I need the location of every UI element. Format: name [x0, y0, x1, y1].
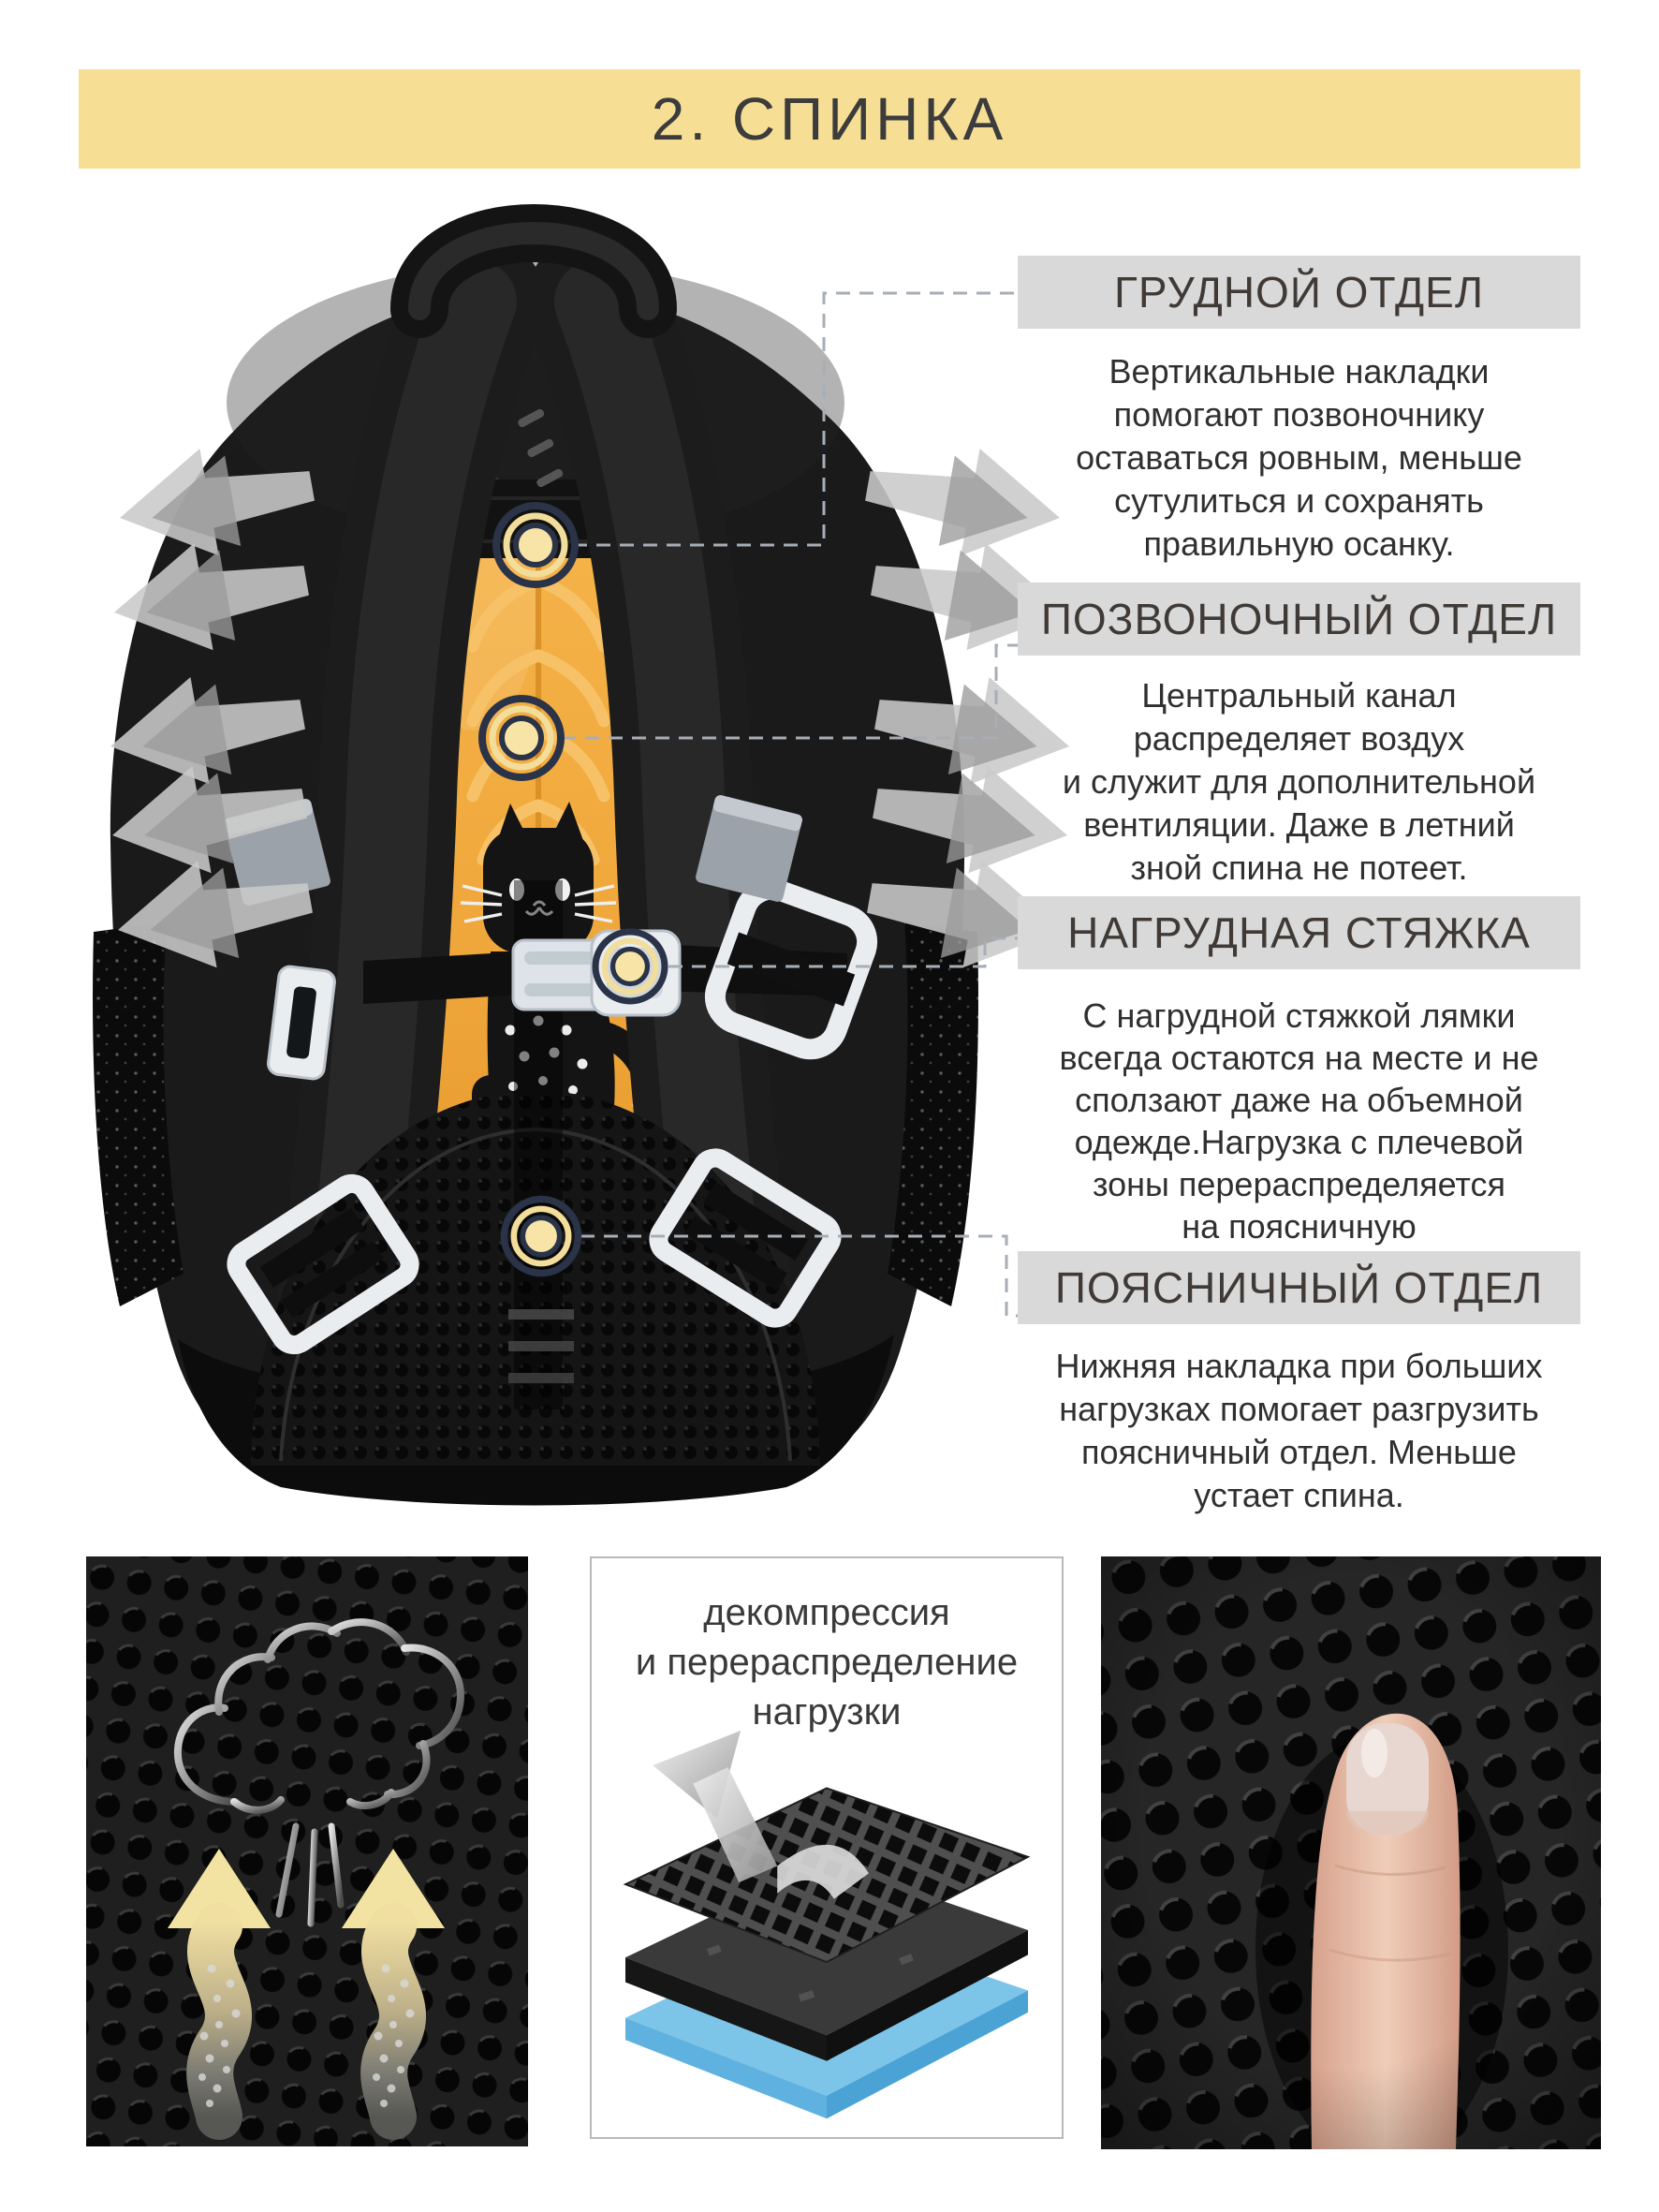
text-line: поясничный отдел. Меньше — [1081, 1433, 1517, 1471]
text-line: устает спина. — [1194, 1476, 1404, 1514]
decompression-panel — [590, 1556, 1064, 2139]
text-line: одежде.Нагрузка с плечевой — [1074, 1123, 1524, 1161]
text-line: правильную осанку. — [1143, 524, 1455, 563]
text-line: зной спина не потеет. — [1130, 848, 1468, 887]
section-title: ПОЯСНИЧНЫЙ ОТДЕЛ — [1054, 1263, 1544, 1312]
section-header-chest-strap — [1018, 896, 1580, 969]
text-line: нагрузках помогает разгрузить — [1059, 1390, 1539, 1428]
text-line: сползают даже на объемной — [1075, 1081, 1523, 1119]
text-line: С нагрудной стяжкой лямки — [1082, 996, 1516, 1035]
caption-line: нагрузки — [752, 1691, 902, 1733]
text-line: оставаться ровным, меньше — [1076, 438, 1522, 477]
text-line: всегда остаются на месте и не — [1059, 1039, 1539, 1077]
section-header-lumbar — [1018, 1251, 1580, 1324]
section-title: НАГРУДНАЯ СТЯЖКА — [1067, 908, 1531, 957]
section-title: ГРУДНОЙ ОТДЕЛ — [1113, 268, 1485, 317]
page-title: 2. СПИНКА — [651, 85, 1008, 153]
grommet-marker-4 — [505, 1200, 579, 1274]
section-header-spine — [1018, 582, 1580, 656]
caption-line: декомпрессия — [703, 1592, 950, 1633]
section-text-spine — [1018, 674, 1580, 890]
section-text-lumbar — [1018, 1345, 1580, 1517]
text-line: Центральный канал — [1141, 676, 1457, 715]
text-line: зоны перераспределяется — [1093, 1165, 1505, 1203]
section-title: ПОЗВОНОЧНЫЙ ОТДЕЛ — [1040, 595, 1558, 643]
text-line: и служит для дополнительной — [1062, 762, 1536, 801]
text-line: на поясничную — [1182, 1207, 1417, 1246]
section-text-chest-strap — [1018, 995, 1580, 1247]
section-text-chest — [1018, 350, 1580, 566]
text-line: распределяет воздух — [1133, 719, 1465, 758]
ventilation-photo — [86, 1556, 528, 2146]
grommet-marker-3 — [595, 932, 665, 1001]
grommet-marker-1 — [496, 506, 575, 584]
text-line: сутулиться и сохранять — [1114, 481, 1484, 520]
decompression-caption — [592, 1588, 1062, 1737]
section-header-chest — [1018, 256, 1580, 329]
layers-diagram — [594, 1727, 1060, 2130]
strap-slider-left — [267, 966, 336, 1080]
grommet-marker-2 — [482, 699, 561, 777]
text-line: Нижняя накладка при больших — [1055, 1347, 1543, 1385]
text-line: помогают позвоночнику — [1113, 395, 1485, 434]
text-line: вентиляции. Даже в летний — [1083, 805, 1515, 844]
text-line: Вертикальные накладки — [1108, 352, 1490, 391]
finger-press-photo — [1101, 1556, 1601, 2149]
caption-line: и перераспределение — [635, 1642, 1019, 1683]
